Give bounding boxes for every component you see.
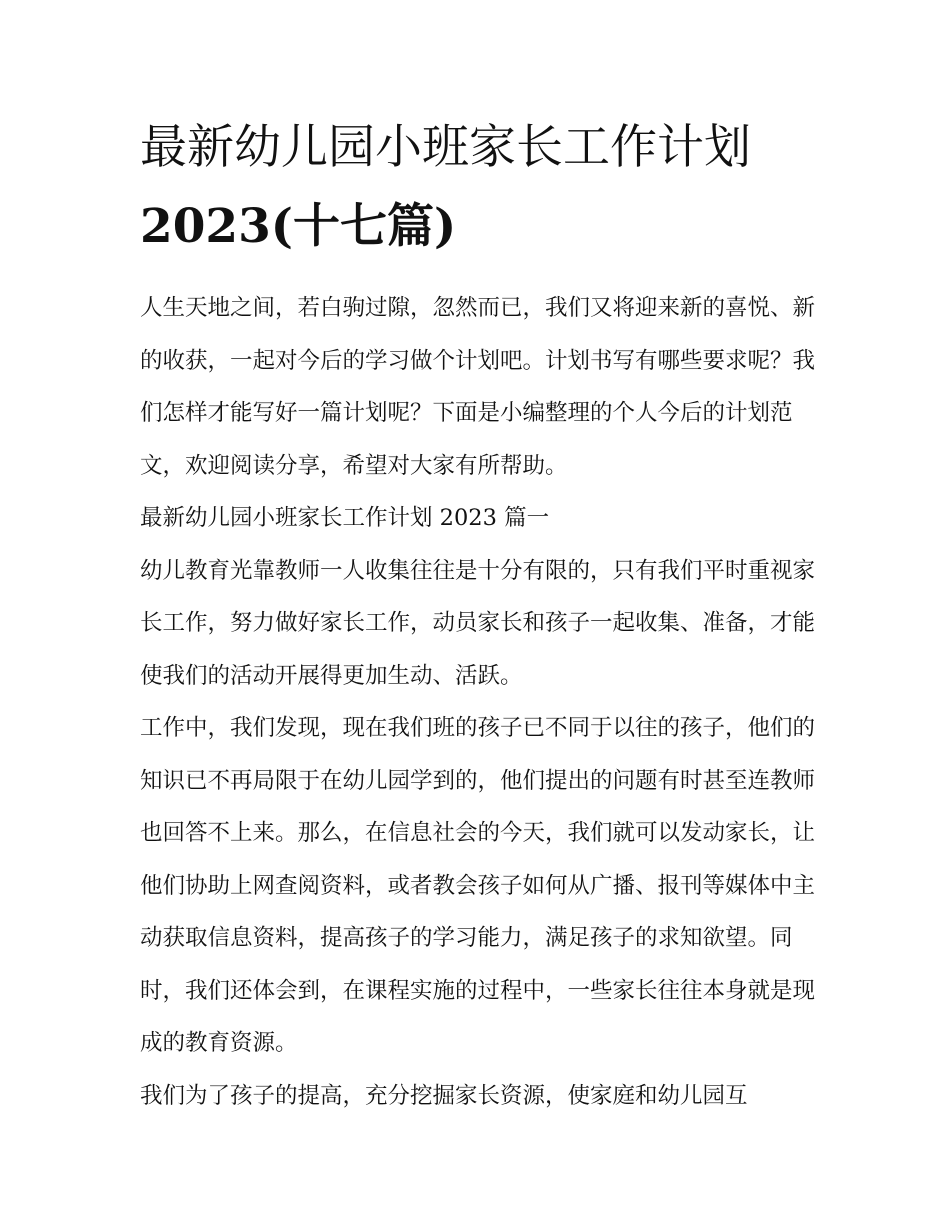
document-body — [140, 282, 820, 1122]
document-title — [140, 108, 820, 266]
document-content — [140, 108, 820, 1122]
section-heading: 最新幼儿园小班家长工作计划 2023 篇一 — [140, 505, 550, 531]
document-title-line1: 最新幼儿园小班家长工作计划 — [140, 120, 751, 175]
body-paragraph: 我们为了孩子的提高，充分挖掘家长资源，使家庭和幼儿园互 — [140, 1082, 748, 1109]
intro-paragraph: 人生天地之间，若白驹过隙，忽然而已，我们又将迎来新的喜悦、新的收获，一起对今后的学习做个计划吧。计划书写有哪些要求呢？我们怎样才能写好一篇计划呢？下面是小编整理的个人今后的计划范文，欢迎阅读分享，希望对大家有所帮助。 — [140, 295, 816, 479]
body-paragraph: 工作中，我们发现，现在我们班的孩子已不同于以往的孩子，他们的知识已不再局限于在幼儿园学到的，他们提出的问题有时甚至连教师也回答不上来。那么，在信息社会的今天，我们就可以发动家长，让他们协助上网查阅资料，或者教会孩子如何从广播、报刊等媒体中主动获取信息资料，提高孩子的学习能力，满足孩子的求知欲望。同时，我们还体会到，在课程实施的过程中，一些家长往往本身就是现成的教育资源。 — [140, 715, 816, 1056]
document-title-line2: 2023(十七篇) — [140, 199, 457, 254]
body-paragraph: 幼儿教育光靠教师一人收集往往是十分有限的，只有我们平时重视家长工作，努力做好家长工作，动员家长和孩子一起收集、准备，才能使我们的活动开展得更加生动、活跃。 — [140, 557, 816, 689]
